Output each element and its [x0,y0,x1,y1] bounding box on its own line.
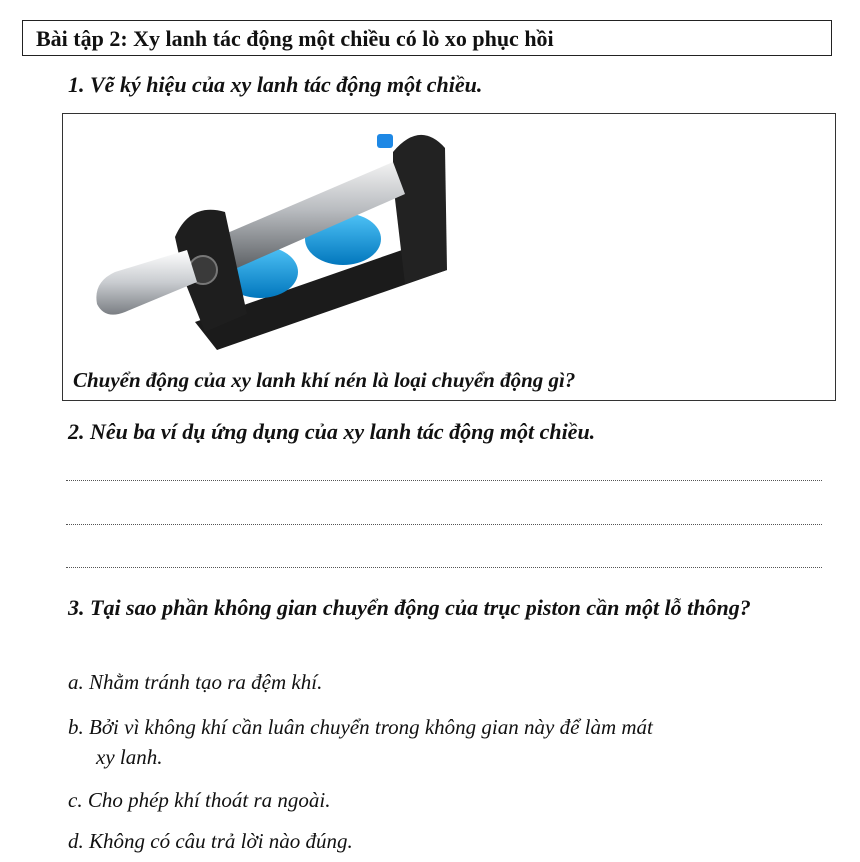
question-1-text: 1. Vẽ ký hiệu của xy lanh tác động một chiều. [68,72,483,97]
question-3-text: 3. Tại sao phần không gian chuyển động của trục piston cần một lỗ thông? [68,595,751,620]
option-b[interactable] [68,712,838,772]
figure-box [62,113,836,401]
option-b-line-2: xy lanh. [96,745,163,769]
option-d[interactable]: d. Không có câu trả lời nào đúng. [68,829,353,853]
cylinder-photo [75,122,475,362]
figure-caption: Chuyển động của xy lanh khí nén là loại chuyển động gì? [73,368,576,392]
question-2-text: 2. Nêu ba ví dụ ứng dụng của xy lanh tác động một chiều. [68,419,596,444]
answer-line-1[interactable] [66,480,822,481]
option-c[interactable]: c. Cho phép khí thoát ra ngoài. [68,788,331,812]
exercise-title-box [22,20,832,56]
answer-line-2[interactable] [66,524,822,525]
option-b-line-1: b. Bởi vì không khí cần luân chuyển trong không gian này để làm mát [68,715,653,739]
air-fitting [377,134,393,148]
exercise-title: Bài tập 2: Xy lanh tác động một chiều có lò xo phục hồi [36,26,554,51]
option-a[interactable]: a. Nhằm tránh tạo ra đệm khí. [68,670,323,694]
answer-line-3[interactable] [66,567,822,568]
piston-rod-nose [96,250,197,315]
